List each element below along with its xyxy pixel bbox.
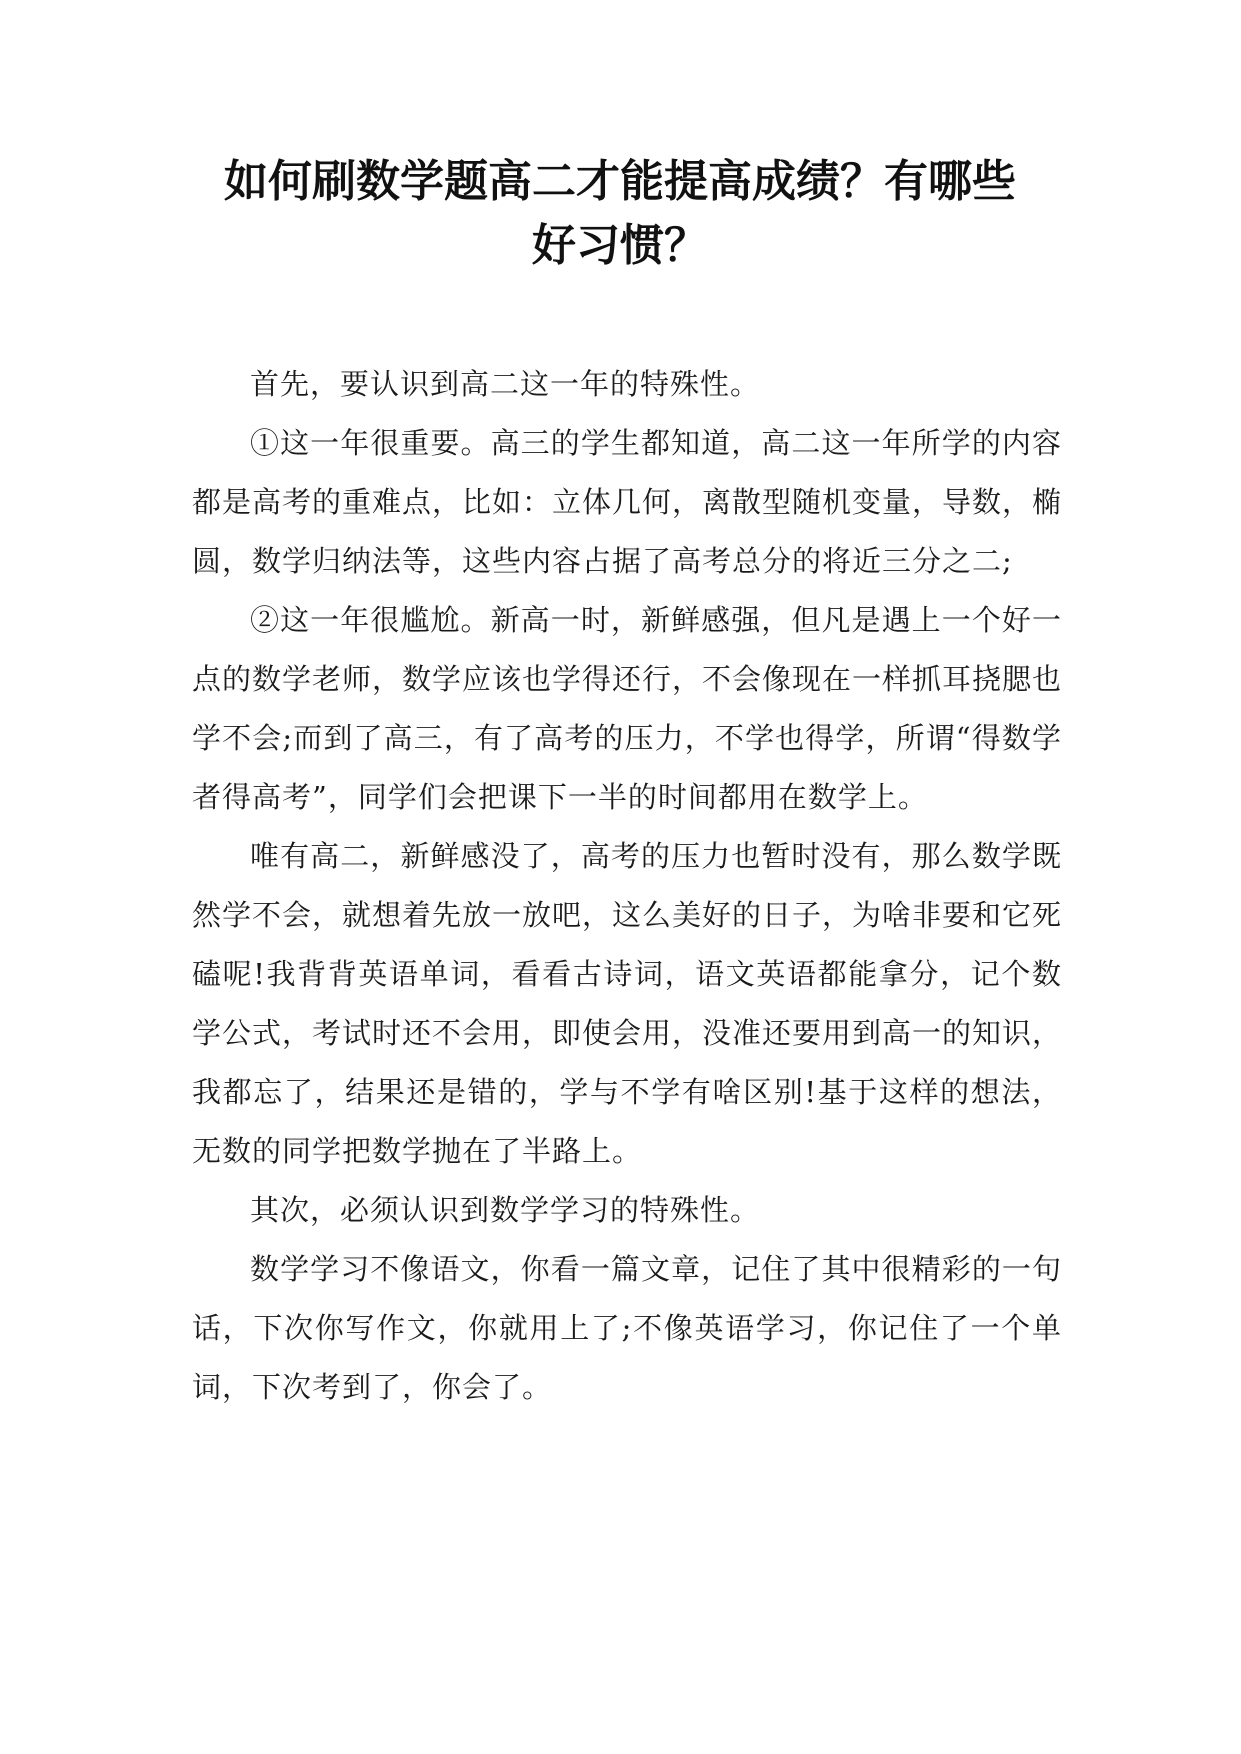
title-line-2: 好习惯？ <box>532 220 708 271</box>
paragraph-5: 其次，必须认识到数学学习的特殊性。 <box>250 1193 761 1227</box>
title-line-1: 如何刷数学题高二才能提高成绩？有哪些 <box>224 156 1016 207</box>
document-body <box>192 355 1062 1417</box>
document-title <box>160 150 1080 278</box>
paragraph-3: ②这一年很尴尬。新高一时，新鲜感强，但凡是遇上一个好一点的数学老师，数学应该也学得还行，不会像现在一样抓耳挠腮也学不会;而到了高三，有了高考的压力，不学也得学，所谓“得数学者得高考”，同学们会把课下一半的时间都用在数学上。 <box>192 603 1063 814</box>
paragraph-2: ①这一年很重要。高三的学生都知道，高二这一年所学的内容都是高考的重难点，比如：立体几何，离散型随机变量，导数，椭圆，数学归纳法等，这些内容占据了高考总分的将近三分之二; <box>192 426 1063 578</box>
paragraph-6: 数学学习不像语文，你看一篇文章，记住了其中很精彩的一句话，下次你写作文，你就用上了;不像英语学习，你记住了一个单词，下次考到了，你会了。 <box>192 1252 1062 1404</box>
paragraph-1: 首先，要认识到高二这一年的特殊性。 <box>250 367 761 401</box>
paragraph-4: 唯有高二，新鲜感没了，高考的压力也暂时没有，那么数学既然学不会，就想着先放一放吧，这么美好的日子，为啥非要和它死磕呢!我背背英语单词，看看古诗词，语文英语都能拿分，记个数学公式，考试时还不会用，即使会用，没准还要用到高一的知识，我都忘了，结果还是错的，学与不学有啥区别!基于这样的想法，无数的同学把数学抛在了半路上。 <box>192 839 1063 1168</box>
